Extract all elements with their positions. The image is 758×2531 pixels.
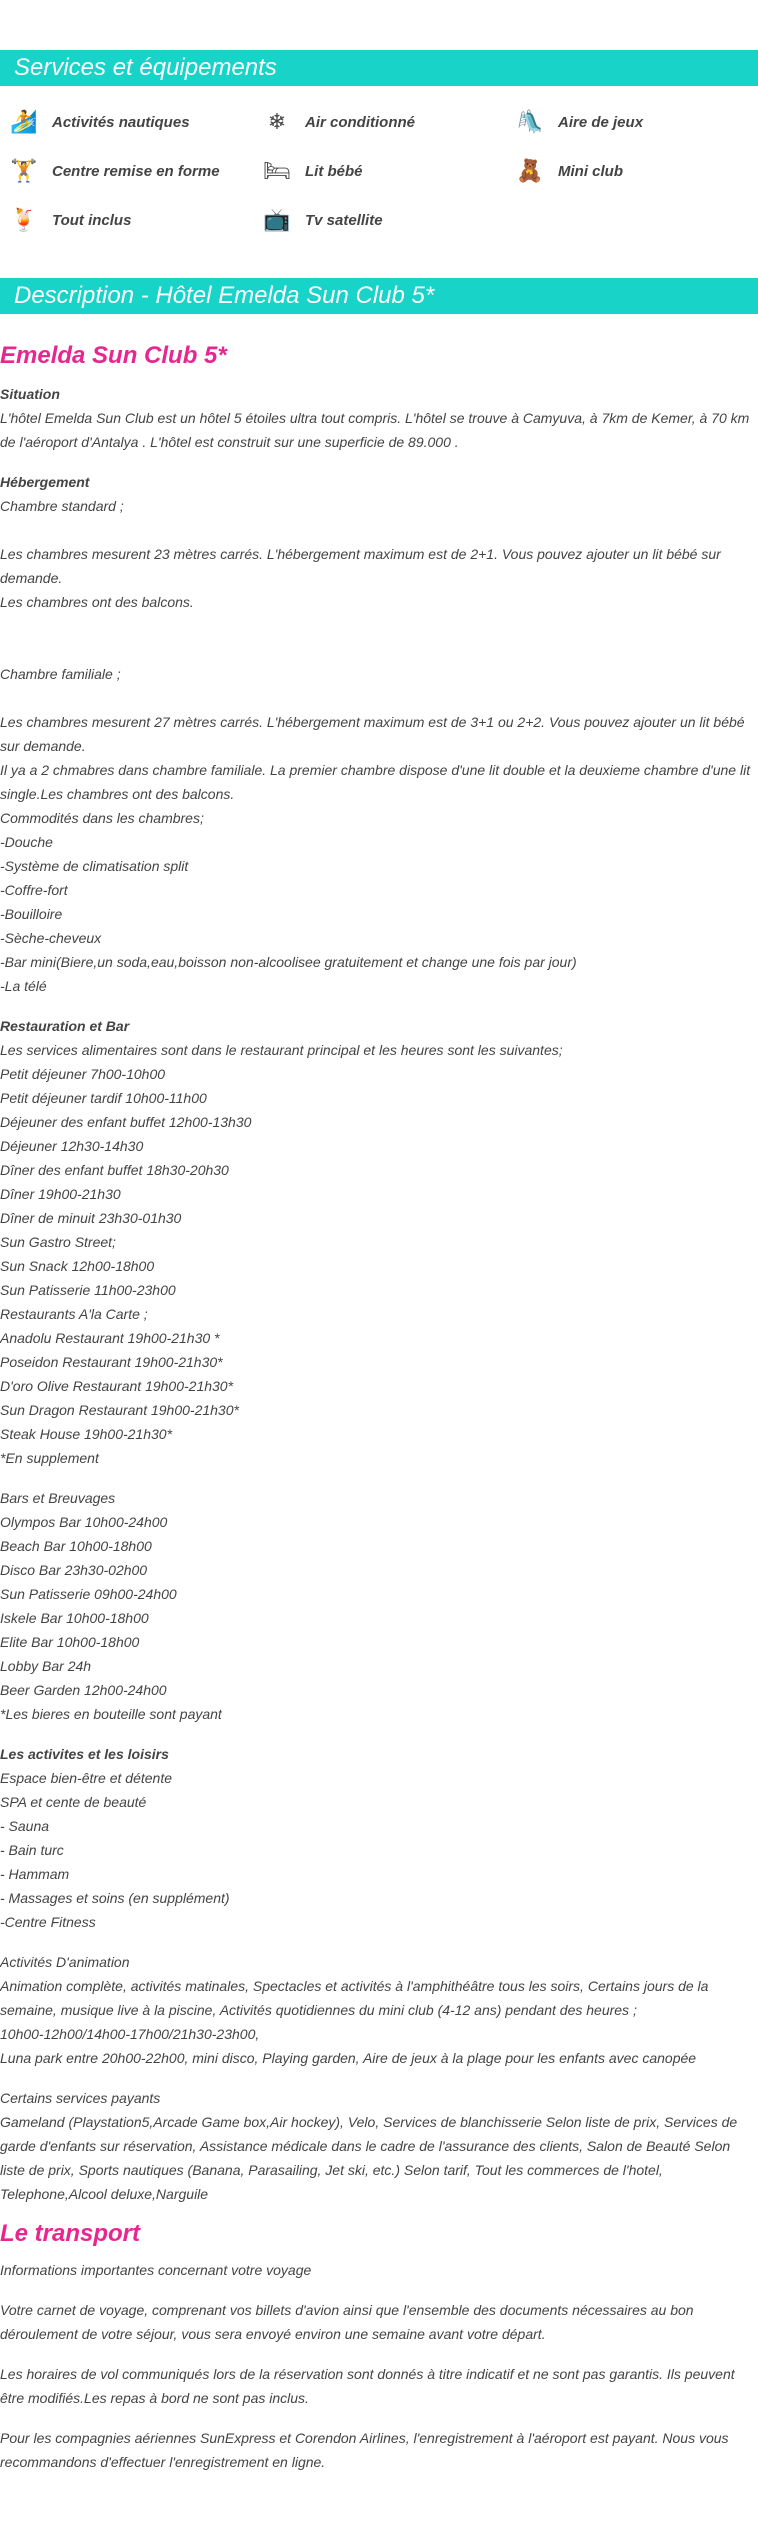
service-item [0,204,253,236]
hebergement-line: -Système de climatisation split [0,858,189,874]
transport-paragraph: Votre carnet de voyage, comprenant vos billets d'avion ainsi que l'ensemble des documents nécessaires au bon déroulement de votre séjour, vous sera envoyé environ une semaine avant votre départ. [0,2302,694,2342]
hebergement-line: -Sèche-cheveux [0,930,102,946]
hebergement-title: Hébergement [0,474,90,490]
hebergement-line: Chambre familiale ; [0,666,121,682]
loisirs-lines [0,1766,758,1934]
loisirs-line: SPA et cente de beauté [0,1794,147,1810]
animation-line: 10h00-12h00/14h00-17h00/21h30-23h00, [0,2026,260,2042]
hebergement-line: Chambre standard ; [0,498,124,514]
restauration-line: Steak House 19h00-21h30* [0,1426,173,1442]
service-label: Activités nautiques [52,113,190,131]
restauration-line: Sun Dragon Restaurant 19h00-21h30* [0,1402,239,1418]
restauration-line: D'oro Olive Restaurant 19h00-21h30* [0,1378,234,1394]
service-label: Tv satellite [305,211,383,229]
service-item [253,204,506,236]
restauration-line: Poseidon Restaurant 19h00-21h30* [0,1354,223,1370]
restauration-line: Petit déjeuner 7h00-10h00 [0,1066,166,1082]
restauration-section [0,1014,758,1470]
baby-crib-icon: 🛏 [263,158,291,183]
hebergement-line: Les chambres ont des balcons. [0,594,194,610]
restauration-line: Sun Snack 12h00-18h00 [0,1258,155,1274]
loisirs-section [0,1742,758,1934]
hebergement-line [0,614,758,638]
animation-line: Animation complète, activités matinales, Spectacles et activités à l'amphithéâtre tous les soirs, Certains jours de la semaine, musique live à la piscine, Activités quotidiennes du mini club (4-12 ans) pendant des heures ; [0,1978,709,2018]
service-item [506,106,758,138]
hebergement-line: Commodités dans les chambres; [0,810,204,826]
tv-icon: 📺 [263,207,291,232]
situation-text: L'hôtel Emelda Sun Club est un hôtel 5 étoiles ultra tout compris. L'hôtel se trouve à Camyuva, à 7km de Kemer, à 70 km de l'aéroport d'Antalya . L'hôtel est construit sur une superficie de 89.000 . [0,410,750,450]
bars-line: Bars et Breuvages [0,1490,116,1506]
loisirs-line: -Centre Fitness [0,1914,96,1930]
hebergement-line: Il ya a 2 chmabres dans chambre familiale. La premier chambre dispose d'une lit double et la deuxieme chambre d'une lit single.Les chambres ont des balcons. [0,762,751,802]
loisirs-line: Espace bien-être et détente [0,1770,173,1786]
restauration-line: Petit déjeuner tardif 10h00-11h00 [0,1090,207,1106]
bars-line: Iskele Bar 10h00-18h00 [0,1610,149,1626]
service-item [253,155,506,187]
situation-title: Situation [0,386,60,402]
service-label: Lit bébé [305,162,363,180]
transport-paragraphs [0,2258,758,2474]
bars-line: Disco Bar 23h30-02h00 [0,1562,148,1578]
payants-line: Certains services payants [0,2090,161,2106]
payants-line: Gameland (Playstation5,Arcade Game box,Air hockey), Velo, Services de blanchisserie Selon liste de prix, Services de garde d'enfants sur réservation, Assistance médicale dans le cadre de l'assurance des clients, Salon de Beauté Selon liste de prix, Sports nautiques (Banana, Parasailing, Jet ski, etc.) Selon tarif, Tout les commerces de l'hotel, Telephone,Alcool deluxe,Narguile [0,2114,738,2202]
transport-title: Le transport [0,2220,141,2247]
restauration-title: Restauration et Bar [0,1018,130,1034]
transport-paragraph: Informations importantes concernant votre voyage [0,2262,312,2278]
hebergement-line: -Douche [0,834,53,850]
hotel-name: Emelda Sun Club 5* [0,342,227,369]
service-item [506,155,758,187]
transport-section [0,2222,758,2474]
service-item [0,155,253,187]
restauration-line: Les services alimentaires sont dans le restaurant principal et les heures sont les suivantes; [0,1042,563,1058]
hebergement-line [0,638,758,662]
restauration-line: Sun Patisserie 11h00-23h00 [0,1282,176,1298]
water-sports-icon: 🏄 [10,109,38,134]
situation-section [0,382,758,454]
bars-line: Olympos Bar 10h00-24h00 [0,1514,168,1530]
animation-section [0,1950,758,2070]
bars-line: Sun Patisserie 09h00-24h00 [0,1586,177,1602]
bars-line: Elite Bar 10h00-18h00 [0,1634,140,1650]
description-banner [0,278,758,314]
restauration-line: Anadolu Restaurant 19h00-21h30 * [0,1330,220,1346]
hebergement-line: -Bar mini(Biere,un soda,eau,boisson non-alcoolisee gratuitement et change une fois par jour) [0,954,577,970]
loisirs-line: - Sauna [0,1818,50,1834]
loisirs-line: - Bain turc [0,1842,64,1858]
hebergement-lines [0,494,758,998]
hebergement-line: Les chambres mesurent 23 mètres carrés. L'hébergement maximum est de 2+1. Vous pouvez ajouter un lit bébé sur demande. [0,546,721,586]
service-label: Centre remise en forme [52,162,220,180]
fitness-icon: 🏋 [10,158,38,183]
hebergement-section [0,470,758,998]
restauration-lines [0,1038,758,1470]
service-label: Tout inclus [52,211,132,229]
bars-line: *Les bieres en bouteille sont payant [0,1706,222,1722]
bars-section [0,1486,758,1726]
transport-paragraph: Pour les compagnies aériennes SunExpress et Corendon Airlines, l'enregistrement à l'aéroport est payant. Nous vous recommandons d'effectuer l'enregistrement en ligne. [0,2430,729,2470]
service-label: Mini club [558,162,623,180]
bars-line: Beer Garden 12h00-24h00 [0,1682,167,1698]
bars-line: Lobby Bar 24h [0,1658,92,1674]
payants-section [0,2086,758,2206]
loisirs-title: Les activites et les loisirs [0,1746,169,1762]
restauration-line: Sun Gastro Street; [0,1234,116,1250]
restauration-line: Dîner 19h00-21h30 [0,1186,121,1202]
transport-paragraph: Les horaires de vol communiqués lors de la réservation sont donnés à titre indicatif et ne sont pas garantis. Ils peuvent être modifiés.Les repas à bord ne sont pas inclus. [0,2366,735,2406]
hebergement-line: Les chambres mesurent 27 mètres carrés. L'hébergement maximum est de 3+1 ou 2+2. Vous pouvez ajouter un lit bébé sur demande. [0,714,745,754]
mini-club-icon: 🧸 [516,158,544,183]
hebergement-line: -La télé [0,978,47,994]
hebergement-line [0,518,758,542]
description-title: Description - Hôtel Emelda Sun Club 5* [14,282,435,309]
services-title: Services et équipements [14,54,277,81]
service-item [253,106,506,138]
hebergement-line: -Coffre-fort [0,882,68,898]
all-inclusive-icon: 🍹 [10,207,38,232]
restauration-line: Dîner des enfant buffet 18h30-20h30 [0,1162,229,1178]
restauration-line: *En supplement [0,1450,99,1466]
service-item [0,106,253,138]
animation-line: Activités D'animation [0,1954,130,1970]
description-body [0,382,758,2206]
service-label: Aire de jeux [558,113,644,131]
bars-line: Beach Bar 10h00-18h00 [0,1538,152,1554]
loisirs-line: - Massages et soins (en supplément) [0,1890,230,1906]
snowflake-icon: ❄ [267,109,287,134]
restauration-line: Déjeuner des enfant buffet 12h00-13h30 [0,1114,252,1130]
service-label: Air conditionné [305,113,415,131]
playground-icon: 🛝 [516,109,544,134]
hebergement-line [0,686,758,710]
loisirs-line: - Hammam [0,1866,70,1882]
restauration-line: Déjeuner 12h30-14h30 [0,1138,144,1154]
services-banner [0,50,758,86]
restauration-line: Restaurants A'la Carte ; [0,1306,148,1322]
services-grid [0,106,758,236]
hebergement-line: -Bouilloire [0,906,63,922]
animation-line: Luna park entre 20h00-22h00, mini disco, Playing garden, Aire de jeux à la plage pour les enfants avec canopée [0,2050,697,2066]
restauration-line: Dîner de minuit 23h30-01h30 [0,1210,182,1226]
